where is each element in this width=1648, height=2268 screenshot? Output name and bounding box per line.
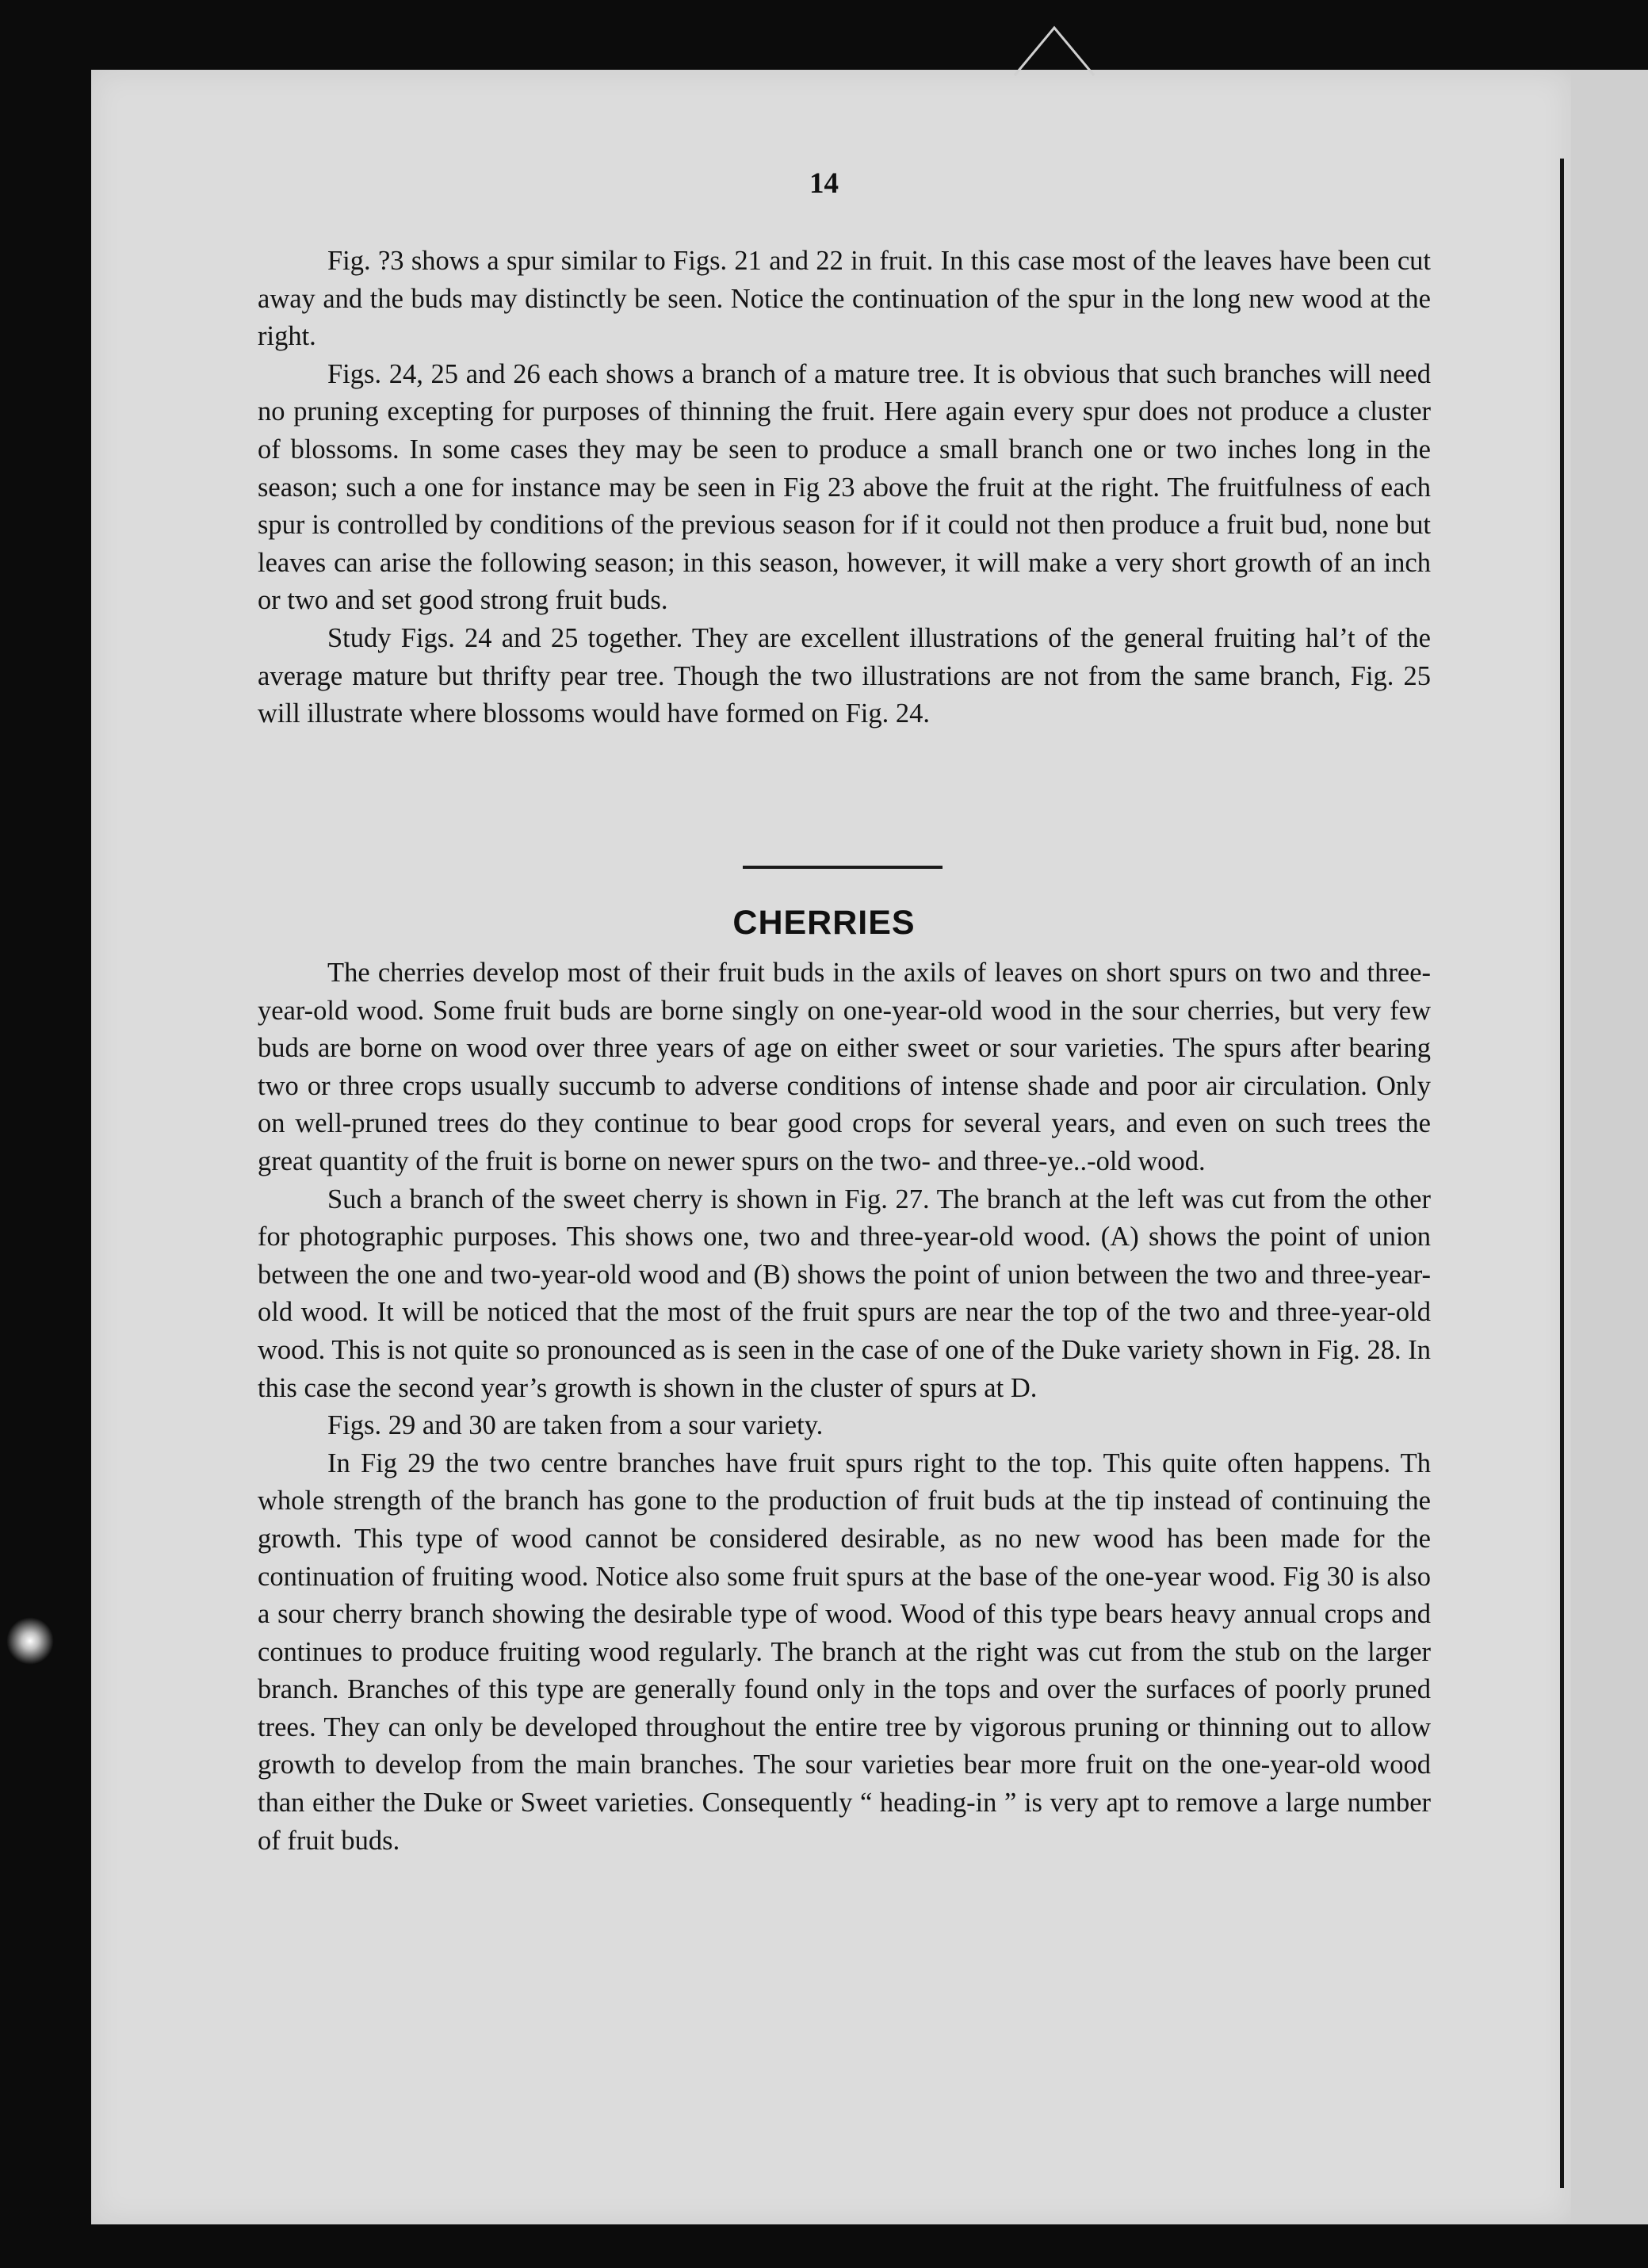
- section-heading: CHERRIES: [732, 904, 916, 942]
- paragraph: Such a branch of the sweet cherry is shown in Fig. 27. The branch at the left was cut from the other for photographic purposes. This shows one, two and three-year-old wood. (A) shows the point of union between the one and two-year-old wood and (B) shows the point of union between the two and three-year-old wood. It will be noticed that the most of the fruit spurs are near the top of the two and three-year-old wood. This is not quite so pronounced as is seen in the case of one of the Duke variety shown in Fig. 28. In this case the second year’s growth is shown in the cluster of spurs at D.: [258, 1184, 1431, 1403]
- section-divider: [743, 866, 943, 869]
- paragraph: Study Figs. 24 and 25 together. They are excellent illustrations of the general fruiting hal’t of the average mature but thrifty pear tree. Though the two illustrations are not from the same branch, Fig. 25 will illustrate where blossoms would have formed on Fig. 24.: [258, 622, 1431, 729]
- binding-shadow-line: [1560, 159, 1564, 2188]
- scanner-glare: [6, 1617, 54, 1665]
- paragraph: Figs. 29 and 30 are taken from a sour variety.: [327, 1410, 824, 1441]
- torn-corner-mark: [1011, 24, 1098, 79]
- paragraph: In Fig 29 the two centre branches have fruit spurs right to the top. This quite often happens. Th whole strength of the branch has gone to the production of fruit buds at the tip instead of continuing the growth. This type of wood cannot be considered desirable, as no new wood has been made for the continuation of fruiting wood. Notice also some fruit spurs at the base of the one-year wood. Fig 30 is also a sour cherry branch showing the desirable type of wood. Wood of this type bears heavy annual crops and continues to produce fruiting wood regularly. The branch at the right was cut from the stub on the larger branch. Branches of this type are generally found only in the tops and over the surfaces of poorly pruned trees. They can only be developed throughout the entire tree by vigorous pruning or thinning out to allow growth to develop from the main branches. The sour varieties bear more fruit on the one-year-old wood than either the Duke or Sweet varieties. Consequently “ heading-in ” is very apt to remove a large number of fruit buds.: [258, 1448, 1431, 1856]
- pear-text-section: [258, 243, 1431, 733]
- paragraph: The cherries develop most of their fruit buds in the axils of leaves on short spurs on two and three-year-old wood. Some fruit buds are borne singly on one-year-old wood in the sour cherries, but very few buds are borne on wood over three years of age on either sweet or sour varieties. The spurs after bearing two or three crops usually succumb to adverse conditions of intense shade and poor air circulation. Only on well-pruned trees do they continue to bear good crops for several years, and even on such trees the great quantity of the fruit is borne on newer spurs on the two- and three-ye..-old wood.: [258, 958, 1431, 1176]
- paragraph: Fig. ?3 shows a spur similar to Figs. 21 and 22 in fruit. In this case most of the leaves have been cut away and the buds may distinctly be seen. Notice the continuation of the spur in the long new wood at the right.: [258, 246, 1431, 352]
- cherries-text-section: [258, 954, 1431, 1860]
- paragraph: Figs. 24, 25 and 26 each shows a branch of a mature tree. It is obvious that such branches will need no pruning excepting for purposes of thinning the fruit. Here again every spur does not produce a cluster of blossoms. In some cases they may be seen to produce a small branch one or two inches long in the season; such a one for instance may be seen in Fig 23 above the fruit at the right. The fruitfulness of each spur is controlled by conditions of the previous season for if it could not then produce a fruit bud, none but leaves can arise the following season; in this season, however, it will make a very short growth of an inch or two and set good strong fruit buds.: [258, 358, 1431, 616]
- facing-page-edge: [1571, 70, 1648, 2224]
- page-number: 14: [809, 167, 839, 200]
